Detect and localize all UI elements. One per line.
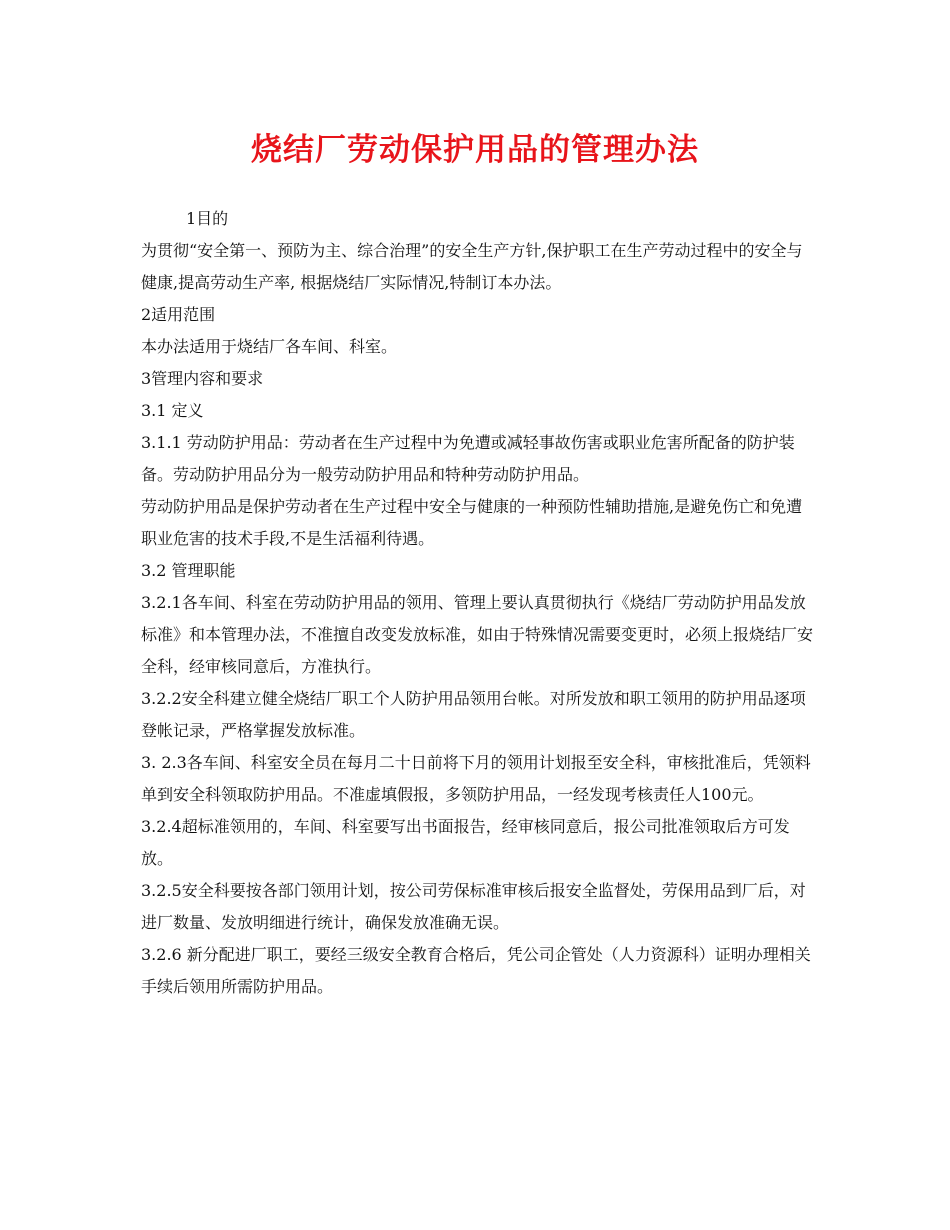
paragraph-scope: 本办法适用于烧结厂各车间、科室。 [141, 337, 398, 356]
section-heading-requirements: 3管理内容和要求 [141, 369, 264, 388]
paragraph-3-1-1: 3.1.1 劳动防护用品：劳动者在生产过程中为免遭或减轻事故伤害或职业危害所配备的防护装备。劳动防护用品分为一般劳动防护用品和特种劳动防护用品。 [141, 433, 795, 484]
section-heading-functions: 3.2 管理职能 [141, 561, 236, 580]
section-heading-scope: 2适用范围 [141, 305, 216, 324]
paragraph-3-2-1: 3.2.1各车间、科室在劳动防护用品的领用、管理上要认真贯彻执行《烧结厂劳动防护用品发放标准》和本管理办法，不准擅自改变发放标准，如由于特殊情况需要变更时，必须上报烧结厂安全科，经审核同意后，方准执行。 [141, 593, 814, 676]
paragraph-3-2-4: 3.2.4超标准领用的，车间、科室要写出书面报告，经审核同意后，报公司批准领取后方可发放。 [141, 817, 790, 868]
section-heading-definition: 3.1 定义 [141, 401, 204, 420]
paragraph-definition-note: 劳动防护用品是保护劳动者在生产过程中安全与健康的一种预防性辅助措施,是避免伤亡和免遭职业危害的技术手段,不是生活福利待遇。 [141, 497, 803, 548]
paragraph-3-2-5: 3.2.5安全科要按各部门领用计划，按公司劳保标准审核后报安全监督处，劳保用品到厂后，对进厂数量、发放明细进行统计，确保发放准确无误。 [141, 881, 806, 932]
paragraph-purpose: 为贯彻“安全第一、预防为主、综合治理”的安全生产方针,保护职工在生产劳动过程中的安全与健康,提高劳动生产率, 根据烧结厂实际情况,特制订本办法。 [141, 241, 803, 292]
document-title: 烧结厂劳动保护用品的管理办法 [251, 132, 699, 168]
section-heading-purpose: 1目的 [186, 209, 229, 228]
paragraph-3-2-3: 3. 2.3各车间、科室安全员在每月二十日前将下月的领用计划报至安全科，审核批准后，凭领料单到安全科领取防护用品。不准虚填假报，多领防护用品，一经发现考核责任人100元。 [141, 753, 811, 804]
document-body [141, 203, 817, 1003]
paragraph-3-2-6: 3.2.6 新分配进厂职工，要经三级安全教育合格后，凭公司企管处（人力资源科）证明办理相关手续后领用所需防护用品。 [141, 945, 811, 996]
paragraph-3-2-2: 3.2.2安全科建立健全烧结厂职工个人防护用品领用台帐。对所发放和职工领用的防护用品逐项登帐记录，严格掌握发放标准。 [141, 689, 806, 740]
